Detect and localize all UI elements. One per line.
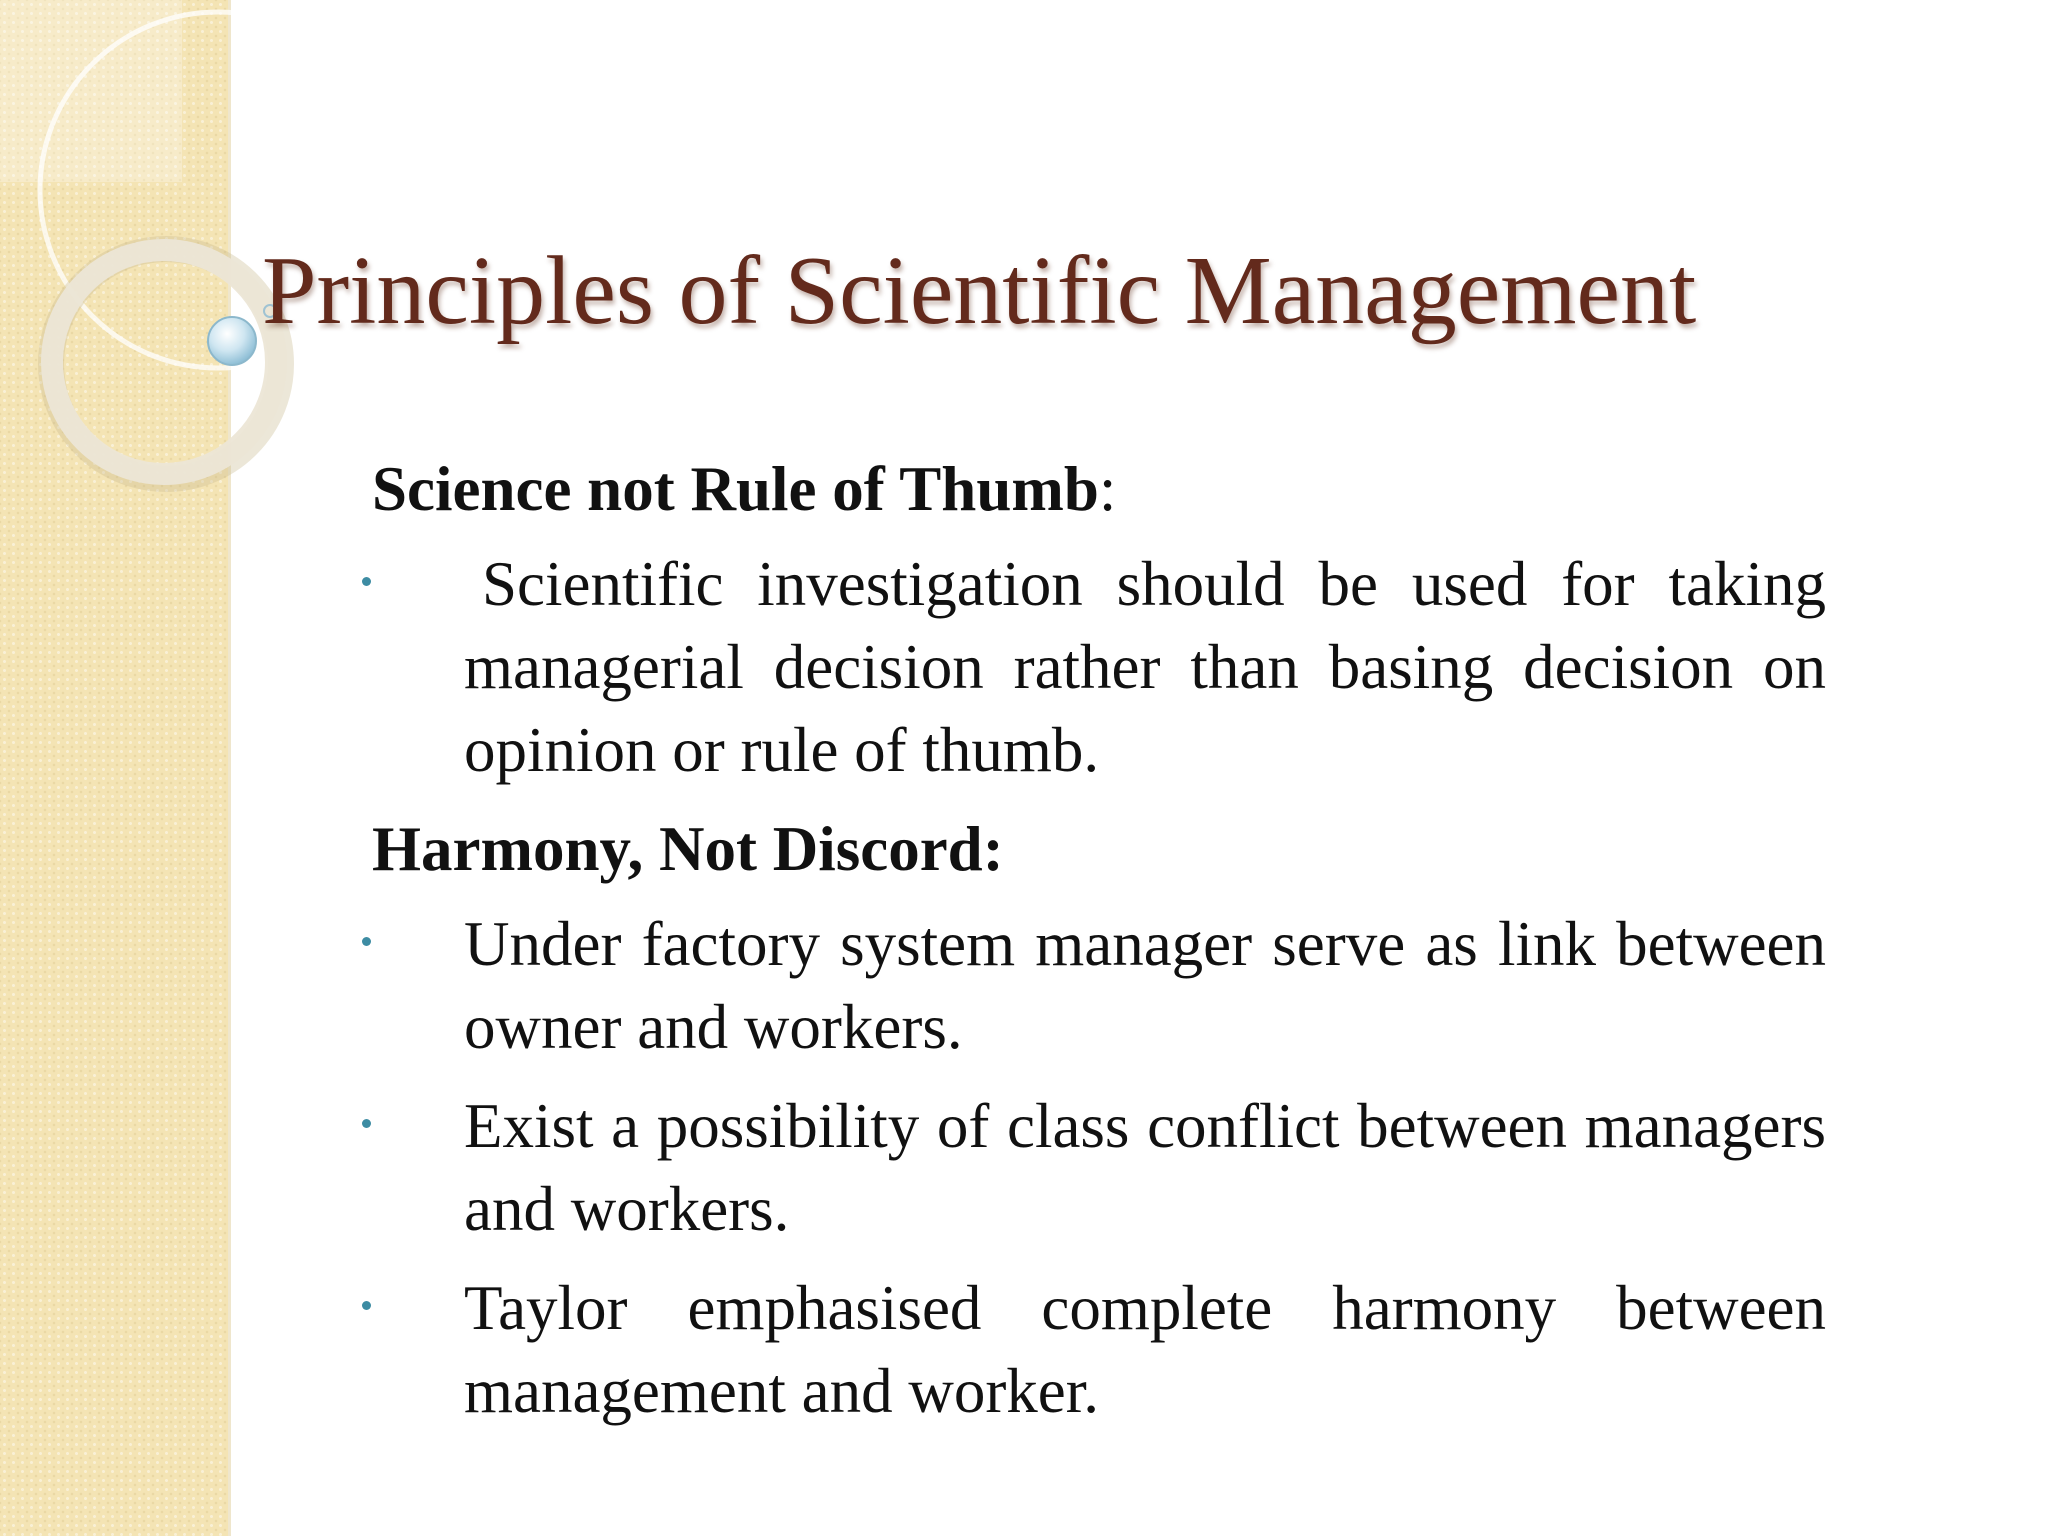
bullet-text: Scientific investigation should be used for taking managerial decision rather than basing decision on opinion or rule of thumb. bbox=[464, 549, 1826, 785]
bullet-item bbox=[372, 903, 1826, 1069]
bullet-text: Taylor emphasised complete harmony between management and worker. bbox=[464, 1273, 1826, 1426]
section-heading-science bbox=[372, 448, 1826, 531]
bullet-text: Under factory system manager serve as link between owner and workers. bbox=[464, 909, 1826, 1062]
slide-title: Principles of Scientific Management bbox=[262, 237, 1697, 345]
section-heading-text: Science not Rule of Thumb bbox=[372, 454, 1099, 524]
bullet-dot-icon bbox=[362, 1119, 371, 1128]
decorative-rings-ornament bbox=[0, 0, 300, 520]
blue-orb bbox=[208, 317, 256, 365]
heading-colon: : bbox=[1098, 454, 1117, 524]
bullet-dot-icon bbox=[362, 577, 371, 586]
bullet-item bbox=[372, 1085, 1826, 1251]
bullet-text: Exist a possibility of class conflict between managers and workers. bbox=[464, 1091, 1826, 1244]
section-heading-text: Harmony, Not Discord: bbox=[372, 814, 1004, 884]
slide-content bbox=[372, 448, 1826, 1449]
bullet-dot-icon bbox=[362, 1301, 371, 1310]
bullet-item bbox=[372, 543, 1826, 792]
bullet-item bbox=[372, 1267, 1826, 1433]
bullet-dot-icon bbox=[362, 937, 371, 946]
section-heading-harmony bbox=[372, 808, 1826, 891]
